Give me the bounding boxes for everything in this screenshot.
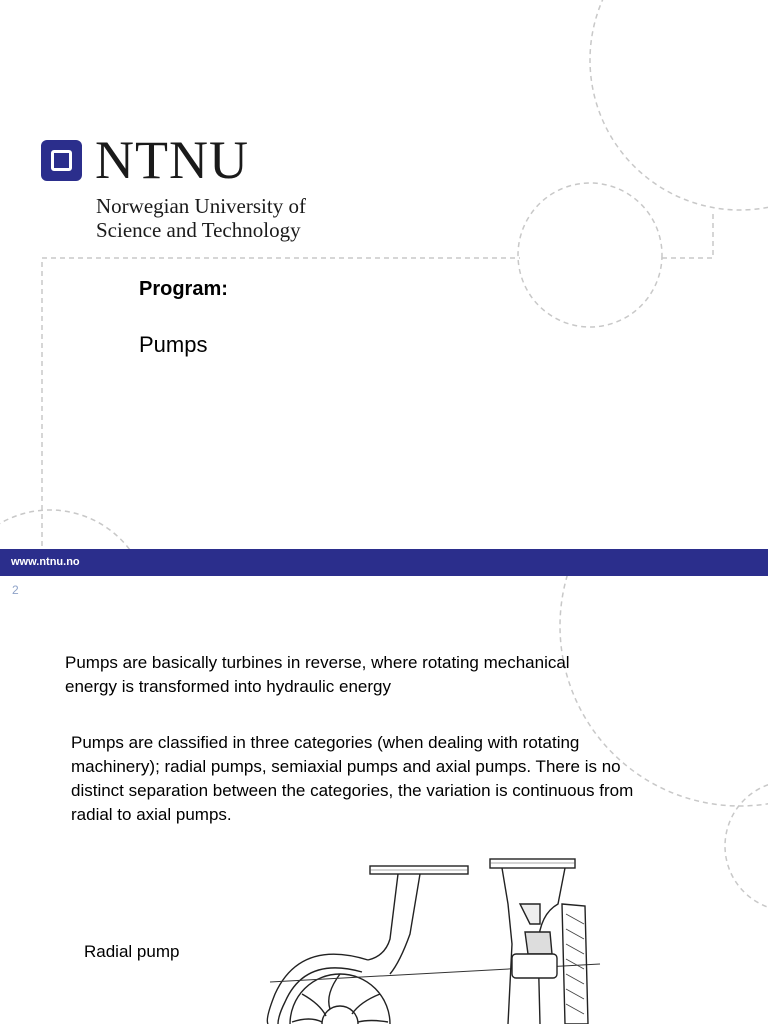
figure-label: Radial pump — [84, 942, 180, 961]
content-slide — [0, 576, 768, 1024]
footer-bar — [0, 549, 768, 576]
intro-paragraph: Pumps are basically turbines in reverse, where rotating mechanical energy is transformed into hydraulic energy — [65, 653, 570, 696]
program-value: Pumps — [139, 332, 208, 357]
program-label: Program: — [139, 278, 228, 300]
page-number: 2 — [12, 583, 19, 597]
ntnu-wordmark: NTNU — [95, 130, 249, 190]
university-name-line2: Science and Technology — [96, 218, 301, 242]
university-name — [96, 194, 396, 242]
ntnu-logo-icon — [41, 140, 82, 181]
radial-pump-illustration — [240, 844, 640, 1024]
university-name-line1: Norwegian University of — [96, 194, 306, 218]
footer-url-link[interactable]: www.ntnu.no — [11, 556, 80, 568]
classification-paragraph: Pumps are classified in three categories (when dealing with rotating machinery); radial pumps, semiaxial pumps and axial pumps. There is no distinct separation between the categories, the variation is continuous from radial to axial pumps. — [71, 733, 634, 824]
